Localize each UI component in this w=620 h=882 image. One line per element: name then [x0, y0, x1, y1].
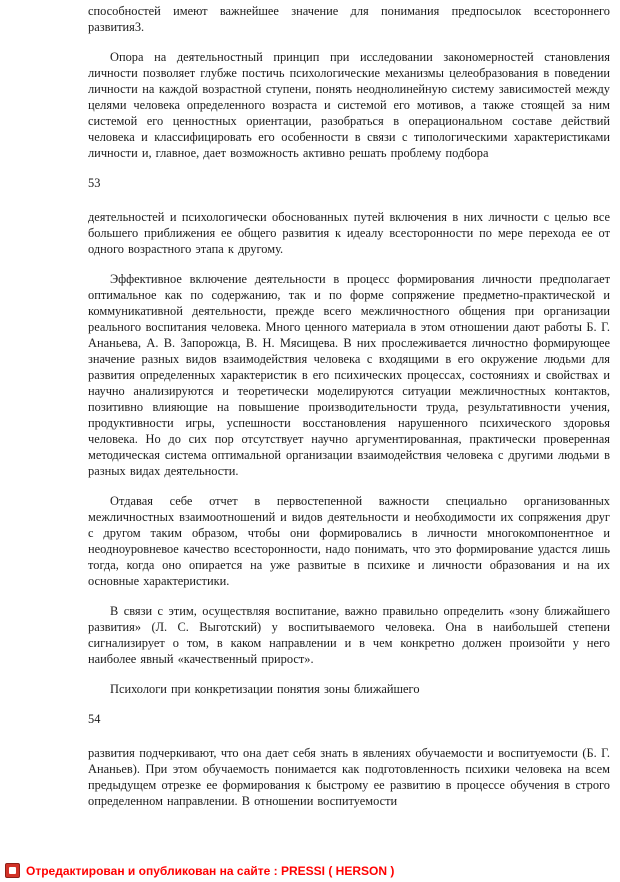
paragraph: деятельностей и психологически обоснованных путей включения в них личности с целью все большего приближения ее общего развития к идеалу всесторонности по мере перехода ее от одного возрастного этапа к другому. [88, 210, 610, 256]
page-number: 53 [88, 176, 101, 190]
footer-credit-text: Отредактирован и опубликован на сайте : PRESSI ( HERSON ) [26, 863, 395, 878]
paragraph: Отдавая себе отчет в первостепенной важности специально организованных межличностных взаимоотношений и видов деятельности и необходимости их сопряжения друг с другом таким образом, чтобы они формировались в личности многокомпонентное и неодноуровневое качество всесторонности, надо понимать, что это формирование удастся лишь тогда, когда оно опирается на уже развитые в психике и личности образования и на их основные характеристики. [88, 494, 610, 588]
page-number: 54 [88, 712, 101, 726]
paragraph: Психологи при конкретизации понятия зоны ближайшего [110, 682, 420, 696]
paragraph: способностей имеют важнейшее значение для понимания предпосылок всестороннего развития3. [88, 4, 610, 34]
footer [5, 863, 394, 878]
paragraph: развития подчеркивают, что она дает себя знать в явлениях обучаемости и воспитуемости (Б. Г. Ананьев). При этом обучаемость понимается как подготовленность психики человека на всем предыдущем отрезке ее формирования к быстрому ее развитию в процессе обучения в строго определенном направлении. В отношении воспитуемости [88, 746, 610, 808]
paragraph: Опора на деятельностный принцип при исследовании закономерностей становления личности позволяет глубже постичь психологические механизмы целеобразования в поведении личности на каждой возрастной ступени, понять неоднолинейную систему зависимостей между целями человека определенного возраста и системой его мотивов, а также стоящей за ним системой его ценностных ориентации, разобраться в операциональном составе действий человека и классифицировать его особенности в связи с типологическими характеристиками личности и, главное, дает возможность активно решать проблему подбора [88, 50, 610, 160]
paragraph: Эффективное включение деятельности в процесс формирования личности предполагает оптимальное как по содержанию, так и по форме сопряжение предметно-практической и коммуникативной деятельности, прежде всего межличностного общения при организации реального воспитания человека. Много ценного материала в этом отношении дают работы Б. Г. Ананьева, А. В. Запорожца, В. Н. Мясищева. В них прослеживается личностно формирующее значение разных видов взаимодействия человека с входящими в его окружение людьми для развития определенных характеристик в его психических процессах, состояниях и свойствах и научно анализируются и теоретически моделируются ситуации межличностных контактов, позитивно влияющие на повышение производительности труда, результативности учения, продуктивности игры, успешности восстановления нарушенного психического здоровья человека. Но до сих пор отсутствует научно аргументированная, практически проверенная методическая система оптимальной организации взаимодействия человека с другими людьми в разных видах деятельности. [88, 272, 610, 478]
site-logo-icon [5, 863, 20, 878]
document-body [88, 3, 610, 809]
paragraph: В связи с этим, осуществляя воспитание, важно правильно определить «зону ближайшего развития» (Л. С. Выготский) у воспитываемого человека. Она в наибольшей степени сигнализирует о том, в каком направлении и в чем конкретно должен произойти у него наиболее явный «качественный прирост». [88, 604, 610, 666]
